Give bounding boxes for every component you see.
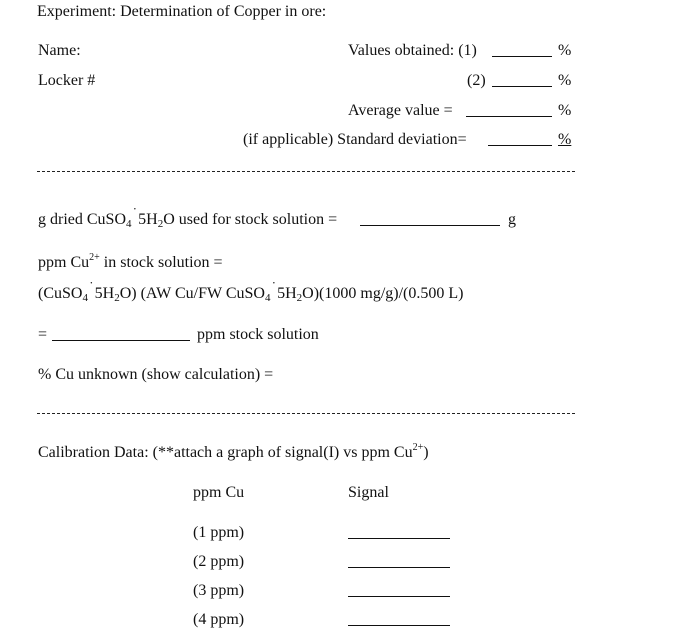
divider-1 [37, 171, 575, 172]
average-label: Average value = [348, 102, 453, 119]
signal-field[interactable] [348, 567, 450, 568]
ppm-stock-label: ppm $Cu^{2+}$ in stock solution = [38, 252, 223, 271]
calibration-label: Calibration Data: (**attach a graph of signal(I) vs ppm $Cu^{2+}$) [38, 442, 429, 461]
calibration-row-label: (4 ppm) [193, 611, 245, 628]
signal-field[interactable] [348, 625, 450, 626]
calibration-row-label: (2 ppm) [193, 553, 245, 570]
value2-label: (2) [467, 72, 486, 89]
mass-unit: g [508, 211, 516, 228]
average-field[interactable] [466, 101, 552, 123]
col-signal-header: Signal [348, 484, 389, 501]
col-ppm-header: ppm Cu [193, 484, 245, 501]
signal-field[interactable] [348, 538, 450, 539]
stddev-field[interactable] [488, 130, 552, 152]
mass-label: g dried $CuSO_4˙5H_2O$ used for stock solution = [38, 206, 338, 230]
mass-field[interactable] [360, 210, 500, 232]
stddev-percent: % [558, 131, 572, 148]
locker-label: Locker # [38, 72, 96, 89]
values-obtained-label: Values obtained: (1) [348, 42, 477, 59]
calibration-row-label: (1 ppm) [193, 524, 245, 541]
value1-percent: % [558, 42, 572, 59]
page-title: Experiment: Determination of Copper in ore: [37, 3, 327, 20]
signal-field[interactable] [348, 596, 450, 597]
calibration-row-label: (3 ppm) [193, 582, 245, 599]
value2-field[interactable] [492, 71, 552, 93]
name-label: Name: [38, 42, 81, 59]
unknown-label: % Cu unknown (show calculation) = [38, 366, 274, 383]
value2-percent: % [558, 72, 572, 89]
stock-formula: $(CuSO_4˙5H_2O)$ (AW Cu/FW $CuSO_4˙5H_2O)(1000$ mg/g)/(0.500 L) [38, 280, 464, 304]
stddev-label: (if applicable) Standard deviation= [243, 131, 467, 148]
average-percent: % [558, 102, 572, 119]
equals-sign: = [38, 326, 48, 343]
ppm-stock-field[interactable] [52, 325, 190, 347]
value1-field[interactable] [492, 41, 552, 63]
divider-2 [37, 413, 575, 414]
ppm-stock-result-label: ppm stock solution [197, 326, 319, 343]
